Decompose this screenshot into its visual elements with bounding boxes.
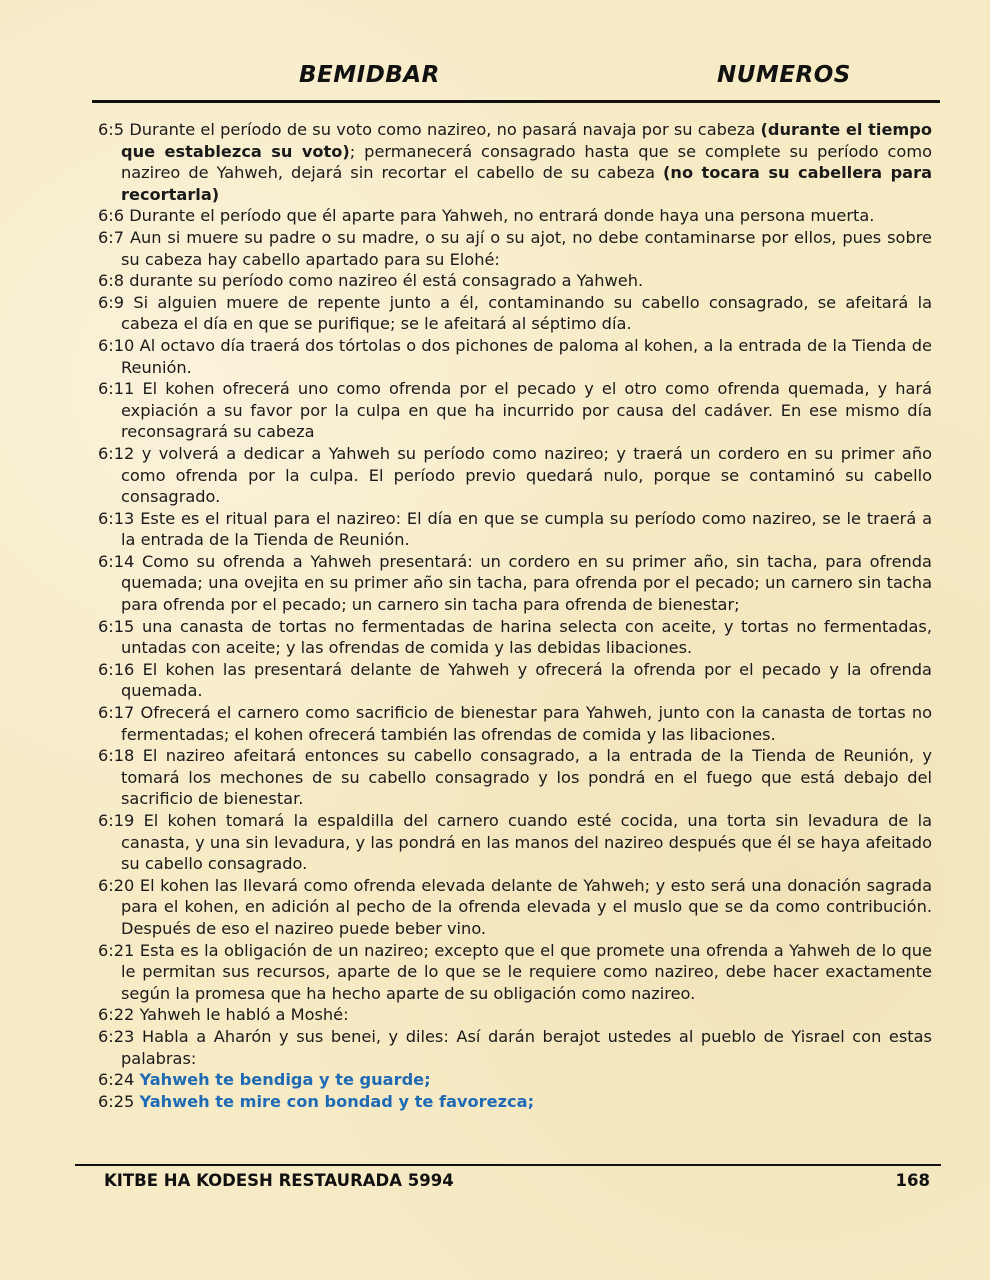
header-rule bbox=[92, 100, 940, 103]
verse-text: Esta es la obligación de un nazireo; excepto que el que promete una ofrenda a Yahweh de lo que le permitan sus recursos, aparte de lo que se le requiere como nazireo, debe hacer exactamente según la promesa que ha hecho aparte de su obligación como nazireo. bbox=[121, 940, 932, 1003]
verse-list bbox=[98, 119, 932, 1112]
verse bbox=[98, 616, 932, 659]
verse-text: ; permanecerá consagrado hasta que se complete su período como nazireo de Yahweh, dejará sin recortar el cabello de su cabeza bbox=[121, 141, 933, 183]
verse-text: Aun si muere su padre o su madre, o su ají o su ajot, no debe contaminarse por ellos, pues sobre su cabeza hay cabello apartado para su Elohé: bbox=[121, 227, 932, 269]
verse-ref: 6:18 bbox=[98, 746, 135, 766]
verse-ref: 6:19 bbox=[98, 811, 135, 830]
verse bbox=[98, 659, 932, 702]
verse-ref: 6:23 bbox=[98, 1026, 135, 1046]
verse-text: y volverá a dedicar a Yahweh su período como nazireo; y traerá un cordero en su primer año como ofrenda por la culpa. El período previo quedará nulo, porque se contaminó su cabello consagrado. bbox=[121, 443, 932, 507]
verse-ref: 6:5 bbox=[98, 120, 125, 139]
verse-text: Ofrecerá el carnero como sacrificio de bienestar para Yahweh, junto con la canasta de tortas no fermentadas; el kohen ofrecerá también las ofrendas de comida y las libaciones. bbox=[121, 703, 932, 744]
verse-text-highlight: Yahweh te bendiga y te guarde; bbox=[139, 1070, 431, 1090]
verse-ref: 6:17 bbox=[98, 703, 135, 723]
verse-ref: 6:14 bbox=[98, 551, 135, 571]
verse-text: El nazireo afeitará entonces su cabello consagrado, a la entrada de la Tienda de Reunión, y tomará los mechones de su cabello consagrado y los pondrá en el fuego que está debajo del sacrificio de bienestar. bbox=[121, 746, 932, 809]
verse-text-highlight: Yahweh te mire con bondad y te favorezca; bbox=[139, 1091, 535, 1111]
verse-ref: 6:8 bbox=[98, 271, 125, 291]
verse-text: Durante el período que él aparte para Yahweh, no entrará donde haya una persona muerta. bbox=[129, 206, 875, 226]
verse bbox=[98, 1091, 932, 1113]
verse-ref: 6:6 bbox=[98, 206, 125, 226]
verse bbox=[98, 1004, 932, 1026]
verse bbox=[98, 875, 932, 940]
verse bbox=[98, 119, 932, 205]
verse-ref: 6:10 bbox=[98, 335, 135, 355]
page-number: 168 bbox=[895, 1171, 930, 1190]
verse-text: Habla a Aharón y sus benei, y diles: Así darán berajot ustedes al pueblo de Yisrael con estas palabras: bbox=[121, 1026, 932, 1068]
verse-text: Yahweh le habló a Moshé: bbox=[139, 1005, 349, 1025]
verse-ref: 6:11 bbox=[98, 379, 135, 399]
page-header bbox=[92, 62, 940, 98]
verse bbox=[98, 227, 932, 270]
verse-ref: 6:24 bbox=[98, 1070, 135, 1090]
verse-ref: 6:21 bbox=[98, 940, 135, 960]
verse bbox=[98, 551, 932, 616]
verse bbox=[98, 205, 932, 227]
footer-rule bbox=[75, 1164, 941, 1166]
book-title-spanish: NUMEROS bbox=[717, 62, 851, 88]
verse bbox=[98, 1026, 932, 1069]
verse-ref: 6:25 bbox=[98, 1091, 135, 1111]
verse bbox=[98, 940, 932, 1005]
verse-ref: 6:20 bbox=[98, 875, 135, 895]
verse bbox=[98, 1069, 932, 1091]
verse-text: Este es el ritual para el nazireo: El día en que se cumpla su período como nazireo, se le traerá a la entrada de la Tienda de Reunión. bbox=[121, 508, 932, 550]
verse bbox=[98, 292, 932, 335]
verse-ref: 6:12 bbox=[98, 443, 135, 463]
footer-title: KITBE HA KODESH RESTAURADA 5994 bbox=[104, 1171, 454, 1190]
verse-ref: 6:15 bbox=[98, 616, 135, 636]
verse-ref: 6:16 bbox=[98, 659, 135, 679]
verse-text: una canasta de tortas no fermentadas de harina selecta con aceite, y tortas no fermentadas, untadas con aceite; y las ofrendas de comida y las debidas libaciones. bbox=[121, 616, 932, 658]
verse bbox=[98, 378, 932, 443]
verse-text: El kohen tomará la espaldilla del carnero cuando esté cocida, una torta sin levadura de la canasta, y una sin levadura, y las pondrá en las manos del nazireo después que él se haya afeitado su cabello consagrado. bbox=[121, 811, 932, 874]
verse-text: durante su período como nazireo él está consagrado a Yahweh. bbox=[129, 271, 644, 291]
verse-text-bold: (no tocara su cabellera para recortarla) bbox=[121, 163, 932, 204]
verse bbox=[98, 508, 932, 551]
verse-text: Si alguien muere de repente junto a él, contaminando su cabello consagrado, se afeitará la cabeza el día en que se purifique; se le afeitará al séptimo día. bbox=[121, 292, 932, 334]
verse bbox=[98, 443, 932, 508]
verse-ref: 6:7 bbox=[98, 227, 125, 247]
verse bbox=[98, 270, 932, 292]
verse-ref: 6:9 bbox=[98, 292, 125, 312]
verse-text: Durante el período de su voto como nazireo, no pasará navaja por su cabeza bbox=[129, 120, 761, 139]
verse-text: Como su ofrenda a Yahweh presentará: un cordero en su primer año, sin tacha, para ofrenda quemada; una ovejita en su primer año sin tacha, para ofrenda por el pecado; un carnero sin tacha para ofrenda por el pecado; un carnero sin tacha para ofrenda de bienestar; bbox=[121, 551, 932, 615]
verse-ref: 6:22 bbox=[98, 1005, 135, 1025]
verse-ref: 6:13 bbox=[98, 508, 135, 528]
verse bbox=[98, 702, 932, 745]
verse-text-bold: (durante el tiempo que establezca su voto) bbox=[121, 120, 933, 161]
book-title-hebrew: BEMIDBAR bbox=[299, 62, 440, 88]
verse-text: El kohen las presentará delante de Yahweh y ofrecerá la ofrenda por el pecado y la ofrenda quemada. bbox=[121, 659, 932, 701]
verse-text: El kohen las llevará como ofrenda elevada delante de Yahweh; y esto será una donación sagrada para el kohen, en adición al pecho de la ofrenda elevada y el muslo que se da como contribución. Después de eso el nazireo puede beber vino. bbox=[121, 875, 932, 938]
verse-text: Al octavo día traerá dos tórtolas o dos pichones de paloma al kohen, a la entrada de la Tienda de Reunión. bbox=[121, 335, 932, 377]
verse bbox=[98, 745, 932, 810]
verse bbox=[98, 335, 932, 378]
verse bbox=[98, 810, 932, 875]
verse-text: El kohen ofrecerá uno como ofrenda por el pecado y el otro como ofrenda quemada, y hará expiación a su favor por la culpa en que ha incurrido por causa del cadáver. En ese mismo día reconsagrará su cabeza bbox=[121, 379, 932, 442]
